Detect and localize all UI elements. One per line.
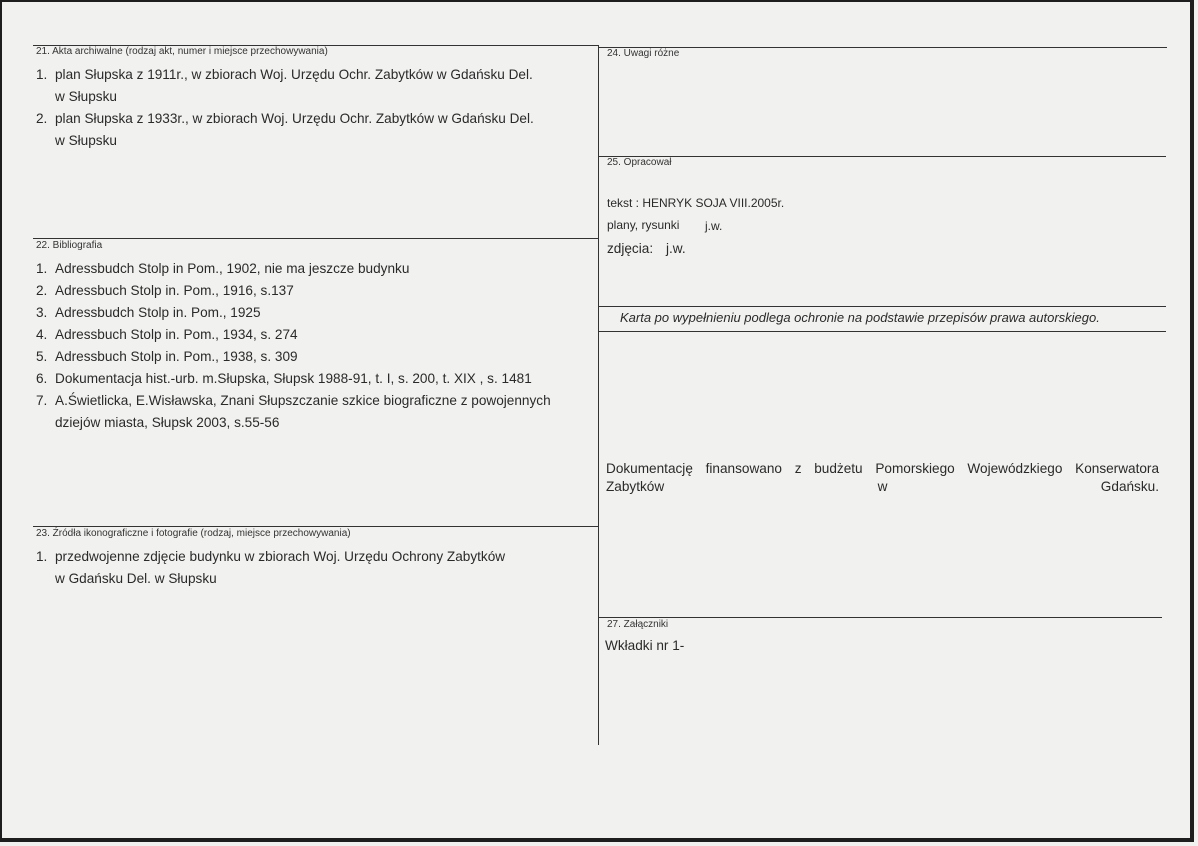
section-27-label: 27. Załączniki: [607, 619, 669, 630]
photos-label: zdjęcia:: [607, 241, 654, 256]
rule-notice-bottom: [598, 331, 1166, 332]
photos-value: j.w.: [666, 241, 686, 256]
list-item: 3. Adressbudch Stolp in. Pom., 1925: [36, 305, 261, 320]
list-item: 1. przedwojenne zdjęcie budynku w zbiorach Woj. Urzędu Ochrony Zabytków w Gdańsku Del. w Słupsku: [36, 549, 506, 586]
section-23-list: [36, 546, 596, 590]
section-21-list: [36, 64, 596, 152]
column-divider: [598, 45, 599, 745]
section-21-label: 21. Akta archiwalne (rodzaj akt, numer i miejsce przechowywania): [36, 46, 328, 57]
rule-24-top: [598, 47, 1167, 48]
section-25-label: 25. Opracował: [607, 157, 672, 168]
funding-note: Dokumentację finansowano z budżetu Pomorskiego Wojewódzkiego Konserwatora Zabytków w Gdańsku.: [606, 461, 1159, 494]
rule-22-top: [33, 238, 599, 239]
list-item: 6. Dokumentacja hist.-urb. m.Słupska, Słupsk 1988-91, t. I, s. 200, t. XIX , s. 1481: [36, 371, 532, 386]
section-24-label: 24. Uwagi różne: [607, 48, 680, 59]
list-item: 7. A.Świetlicka, E.Wisławska, Znani Słupszczanie szkice biograficzne z powojennych dziejów miasta, Słupsk 2003, s.55-56: [36, 393, 551, 430]
rule-23-top: [33, 526, 599, 527]
rule-25-top: [598, 156, 1166, 157]
list-item: 4. Adressbuch Stolp in. Pom., 1934, s. 274: [36, 327, 298, 342]
plans-label: plany, rysunki: [607, 218, 680, 232]
attachments-text: Wkładki nr 1-: [605, 638, 685, 653]
section-22-list: [36, 258, 596, 434]
list-item: 5. Adressbuch Stolp in. Pom., 1938, s. 309: [36, 349, 298, 364]
copyright-notice: Karta po wypełnieniu podlega ochronie na podstawie przepisów prawa autorskiego.: [620, 310, 1100, 325]
plans-value: j.w.: [705, 219, 723, 233]
list-item: 1. Adressbudch Stolp in Pom., 1902, nie ma jeszcze budynku: [36, 261, 410, 276]
section-23-label: 23. Źródła ikonograficzne i fotografie (rodzaj, miejsce przechowywania): [36, 528, 351, 539]
section-22-label: 22. Bibliografia: [36, 240, 103, 251]
rule-27-top: [598, 617, 1162, 618]
list-item: 2. plan Słupska z 1933r., w zbiorach Woj. Urzędu Ochr. Zabytków w Gdańsku Del. w Słupsku: [36, 111, 534, 148]
author-text-line: tekst : HENRYK SOJA VIII.2005r.: [607, 196, 785, 210]
list-item: 2. Adressbuch Stolp in. Pom., 1916, s.137: [36, 283, 294, 298]
rule-notice-top: [598, 306, 1166, 307]
list-item: 1. plan Słupska z 1911r., w zbiorach Woj. Urzędu Ochr. Zabytków w Gdańsku Del. w Słupsku: [36, 67, 533, 104]
